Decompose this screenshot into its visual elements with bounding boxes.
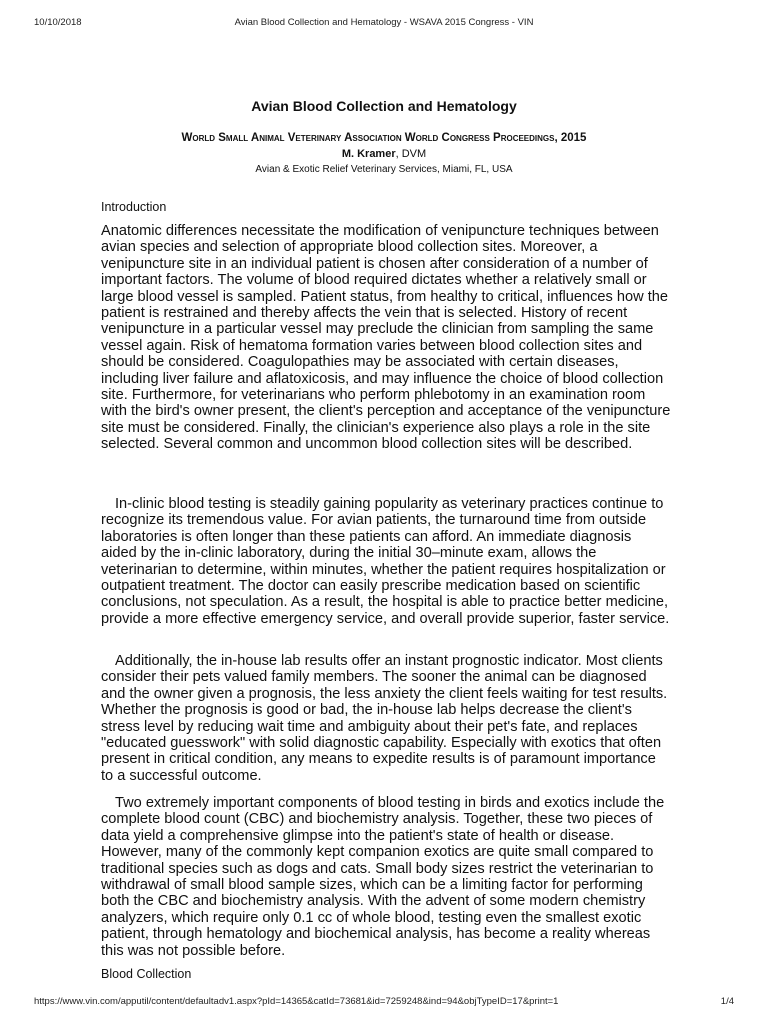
author-name[interactable]: M. Kramer xyxy=(341,148,396,160)
author-credentials: , DVM xyxy=(395,148,427,160)
print-url: https://www.vin.com/apputil/content/defaultadv1.aspx?pId=14365&catId=73681&id=7259248&ind=94&objTypeID=17&print=1 xyxy=(34,996,559,1007)
print-page-title: Avian Blood Collection and Hematology - WSAVA 2015 Congress - VIN xyxy=(234,17,534,28)
article-title: Avian Blood Collection and Hematology xyxy=(251,98,517,114)
author-line xyxy=(0,148,768,160)
paragraph-3: Additionally, the in-house lab results offer an instant prognostic indicator. Most clients consider their pets valued family members. The sooner the animal can be diagnosed and the owner given a prognosis, the less anxiety the client feels waiting for test results. Whether the prognosis is good or bad, the in-house lab helps decrease the client's stress level by reducing wait time and ambiguity about their pet's fate, and replaces "educated guesswork" with solid diagnostic capability. Especially with exotics that often present in critical condition, any means to expedite results is of paramount importance to a successful outcome. xyxy=(101,653,668,784)
section-heading-blood-collection: Blood Collection xyxy=(101,967,192,981)
page-number: 1/4 xyxy=(720,996,734,1007)
proceedings-line: World Small Animal Veterinary Association World Congress Proceedings, 2015 xyxy=(181,132,587,144)
section-heading-introduction: Introduction xyxy=(101,200,167,214)
print-header xyxy=(0,0,768,28)
author-affiliation: Avian & Exotic Relief Veterinary Services, Miami, FL, USA xyxy=(255,164,513,175)
print-date: 10/10/2018 xyxy=(34,17,82,28)
paragraph-1: Anatomic differences necessitate the modification of venipuncture techniques between avian species and selection of appropriate blood collection sites. Moreover, a venipuncture site in an individual patient is chosen after consideration of a number of important factors. The volume of blood required dictates whether a relatively small or large blood vessel is sampled. Patient status, from healthy to critical, influences how the patient is restrained and thereby affects the vein that is selected. History of recent venipuncture in a particular vessel may preclude the clinician from sampling the same vessel again. Risk of hematoma formation varies between blood collection sites and should be considered. Coagulopathies may be associated with certain diseases, including liver failure and aflatoxicosis, and may influence the choice of blood collection site. Furthermore, for veterinarians who perform phlebotomy in an examination room with the bird's owner present, the client's perception and acceptance of the venipuncture site must be considered. Finally, the clinician's experience also plays a role in the site selected. Several common and uncommon blood collection sites will be described. xyxy=(101,223,671,453)
paragraph-4: Two extremely important components of blood testing in birds and exotics include the complete blood count (CBC) and biochemistry analysis. Together, these two pieces of data yield a comprehensive glimpse into the patient's state of health or disease. However, many of the commonly kept companion exotics are quite small compared to traditional species such as dogs and cats. Small body sizes restrict the veterinarian to withdrawal of small blood sample sizes, which can be a limiting factor for performing both the CBC and biochemistry analysis. With the advent of some modern chemistry analyzers, which require only 0.1 cc of whole blood, testing even the smallest exotic patient, through hematology and biochemical analysis, has become a reality whereas this was not possible before. xyxy=(101,795,665,959)
paragraph-2: In-clinic blood testing is steadily gaining popularity as veterinary practices continue to recognize its tremendous value. For avian patients, the turnaround time from outside laboratories is often longer than these patients can afford. An immediate diagnosis aided by the in-clinic laboratory, during the initial 30–minute exam, allows the veterinarian to determine, within minutes, whether the patient requires hospitalization or outpatient treatment. The doctor can easily prescribe medication based on scientific conclusions, not speculation. As a result, the hospital is able to practice better medicine, provide a more effective emergency service, and overall provide superior, faster service. xyxy=(101,496,670,627)
